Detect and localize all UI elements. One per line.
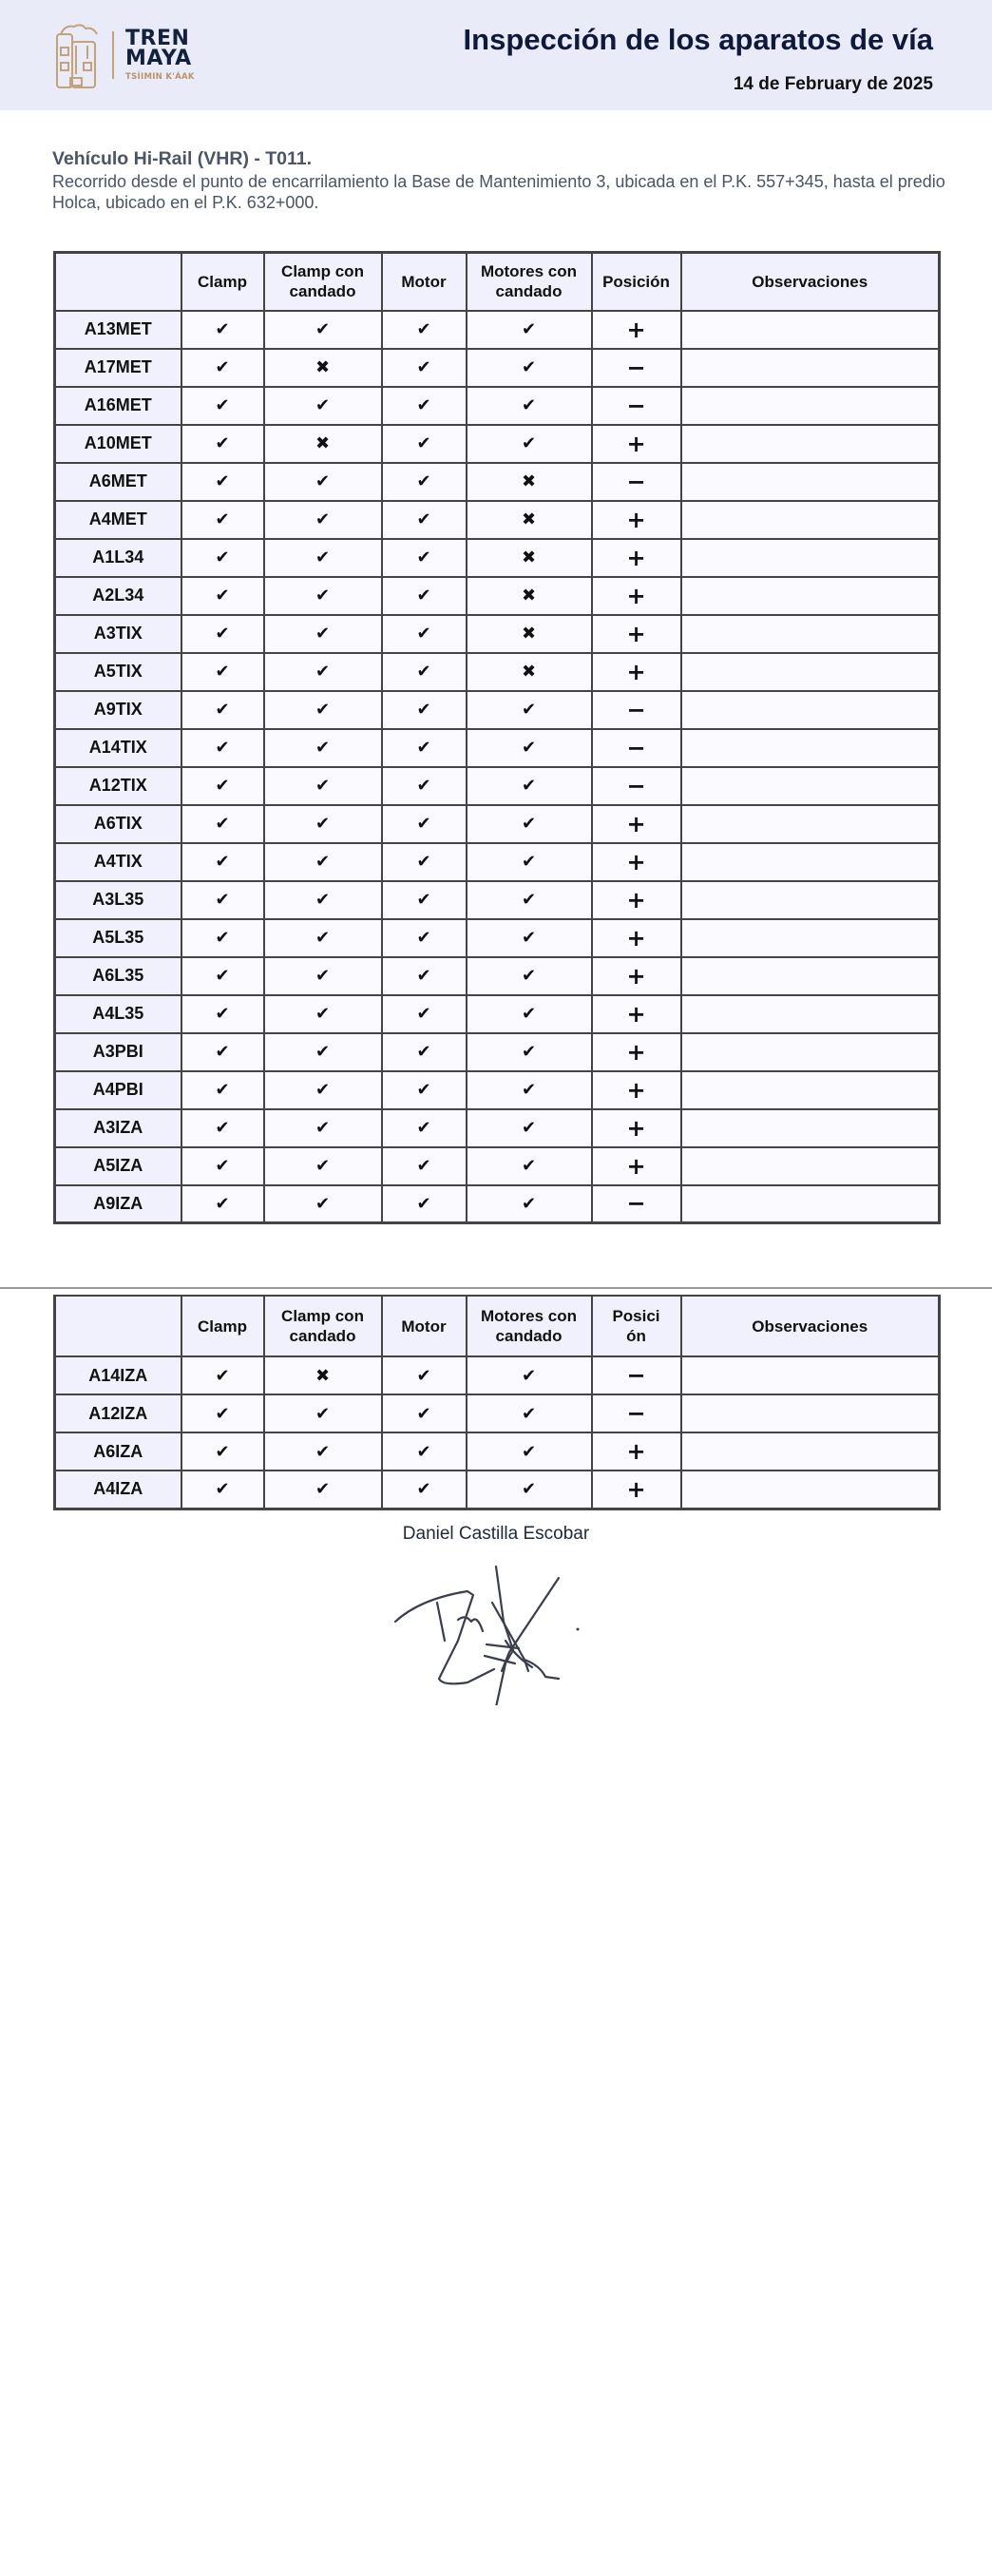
switch-id: A6TIX — [55, 805, 181, 843]
check-icon: ✔ — [264, 881, 382, 919]
switch-id: A3TIX — [55, 615, 181, 653]
check-icon: ✔ — [181, 881, 264, 919]
plus-icon: + — [592, 1109, 681, 1147]
report-date: 14 de February de 2025 — [733, 74, 933, 94]
table-row — [55, 387, 940, 425]
logo-line-1: TREN — [125, 27, 190, 50]
table-row — [55, 1147, 940, 1185]
table-row — [55, 577, 940, 615]
check-icon: ✔ — [382, 311, 467, 349]
table-header-row — [55, 1296, 940, 1356]
plus-icon: + — [592, 1471, 681, 1509]
check-icon: ✔ — [467, 843, 592, 881]
check-icon: ✔ — [467, 1033, 592, 1071]
check-icon: ✔ — [467, 425, 592, 463]
switch-id: A12TIX — [55, 767, 181, 805]
check-icon: ✔ — [467, 1071, 592, 1109]
column-header-id — [55, 253, 181, 311]
table-row — [55, 615, 940, 653]
page-break-divider — [0, 1287, 992, 1289]
check-icon: ✔ — [382, 349, 467, 387]
check-icon: ✔ — [467, 1356, 592, 1394]
check-icon: ✔ — [181, 425, 264, 463]
check-icon: ✔ — [467, 691, 592, 729]
minus-icon: − — [592, 387, 681, 425]
table-row — [55, 843, 940, 881]
check-icon: ✔ — [382, 1356, 467, 1394]
check-icon: ✔ — [264, 919, 382, 957]
check-icon: ✔ — [264, 615, 382, 653]
cross-icon: ✖ — [467, 615, 592, 653]
table-body-2 — [55, 1356, 940, 1509]
check-icon: ✔ — [382, 653, 467, 691]
table-row — [55, 1356, 940, 1394]
switch-id: A2L34 — [55, 577, 181, 615]
inspection-table-1 — [53, 251, 941, 1224]
column-header-observaciones: Observaciones — [681, 253, 940, 311]
check-icon: ✔ — [181, 995, 264, 1033]
check-icon: ✔ — [382, 539, 467, 577]
observaciones-cell — [681, 539, 940, 577]
observaciones-cell — [681, 615, 940, 653]
table-header-row — [55, 253, 940, 311]
table-row — [55, 767, 940, 805]
check-icon: ✔ — [467, 387, 592, 425]
switch-id: A6IZA — [55, 1432, 181, 1471]
switch-id: A4PBI — [55, 1071, 181, 1109]
minus-icon: − — [592, 691, 681, 729]
check-icon: ✔ — [382, 577, 467, 615]
check-icon: ✔ — [467, 805, 592, 843]
switch-id: A4TIX — [55, 843, 181, 881]
check-icon: ✔ — [382, 615, 467, 653]
column-header-clamp-candado: Clamp con candado — [264, 1296, 382, 1356]
observaciones-cell — [681, 691, 940, 729]
route-description: Recorrido desde el punto de encarrilamiento la Base de Mantenimiento 3, ubicada en el P.K. 557+345, hasta el predio Holca, ubicado en el P.K. 632+000. — [52, 172, 945, 212]
check-icon: ✔ — [264, 539, 382, 577]
check-icon: ✔ — [181, 1356, 264, 1394]
column-header-clamp-candado: Clamp con candado — [264, 253, 382, 311]
logo-wordmark — [125, 29, 195, 82]
check-icon: ✔ — [264, 729, 382, 767]
switch-id: A14TIX — [55, 729, 181, 767]
plus-icon: + — [592, 995, 681, 1033]
switch-id: A16MET — [55, 387, 181, 425]
check-icon: ✔ — [467, 311, 592, 349]
check-icon: ✔ — [181, 463, 264, 501]
check-icon: ✔ — [382, 387, 467, 425]
check-icon: ✔ — [467, 919, 592, 957]
table-row — [55, 425, 940, 463]
observaciones-cell — [681, 425, 940, 463]
check-icon: ✔ — [382, 1185, 467, 1223]
check-icon: ✔ — [181, 1109, 264, 1147]
table-row — [55, 463, 940, 501]
column-header-motores-candado: Motores con candado — [467, 1296, 592, 1356]
switch-id: A17MET — [55, 349, 181, 387]
check-icon: ✔ — [264, 691, 382, 729]
observaciones-cell — [681, 729, 940, 767]
observaciones-cell — [681, 881, 940, 919]
check-icon: ✔ — [382, 463, 467, 501]
observaciones-cell — [681, 1109, 940, 1147]
plus-icon: + — [592, 881, 681, 919]
check-icon: ✔ — [382, 501, 467, 539]
logo-divider — [112, 31, 114, 79]
check-icon: ✔ — [181, 691, 264, 729]
check-icon: ✔ — [382, 1147, 467, 1185]
check-icon: ✔ — [181, 957, 264, 995]
check-icon: ✔ — [467, 1109, 592, 1147]
cross-icon: ✖ — [264, 349, 382, 387]
switch-id: A9TIX — [55, 691, 181, 729]
table-row — [55, 881, 940, 919]
check-icon: ✔ — [181, 501, 264, 539]
check-icon: ✔ — [181, 1033, 264, 1071]
switch-id: A6MET — [55, 463, 181, 501]
observaciones-cell — [681, 1394, 940, 1432]
check-icon: ✔ — [467, 995, 592, 1033]
vehicle-name: Vehículo Hi-Rail (VHR) - T011. — [52, 148, 313, 169]
switch-id: A5TIX — [55, 653, 181, 691]
check-icon: ✔ — [382, 691, 467, 729]
switch-id: A14IZA — [55, 1356, 181, 1394]
column-header-clamp: Clamp — [181, 1296, 264, 1356]
switch-id: A10MET — [55, 425, 181, 463]
check-icon: ✔ — [382, 881, 467, 919]
plus-icon: + — [592, 577, 681, 615]
minus-icon: − — [592, 463, 681, 501]
minus-icon: − — [592, 729, 681, 767]
observaciones-cell — [681, 919, 940, 957]
check-icon: ✔ — [467, 349, 592, 387]
switch-id: A12IZA — [55, 1394, 181, 1432]
plus-icon: + — [592, 1033, 681, 1071]
cross-icon: ✖ — [467, 463, 592, 501]
column-header-motor: Motor — [382, 1296, 467, 1356]
check-icon: ✔ — [181, 311, 264, 349]
switch-id: A5IZA — [55, 1147, 181, 1185]
observaciones-cell — [681, 311, 940, 349]
observaciones-cell — [681, 349, 940, 387]
check-icon: ✔ — [467, 767, 592, 805]
check-icon: ✔ — [181, 1071, 264, 1109]
page-title: Inspección de los aparatos de vía — [463, 23, 933, 56]
check-icon: ✔ — [181, 539, 264, 577]
observaciones-cell — [681, 843, 940, 881]
check-icon: ✔ — [382, 1432, 467, 1471]
check-icon: ✔ — [181, 729, 264, 767]
check-icon: ✔ — [382, 1109, 467, 1147]
check-icon: ✔ — [467, 1394, 592, 1432]
column-header-observaciones: Observaciones — [681, 1296, 940, 1356]
switch-id: A3IZA — [55, 1109, 181, 1147]
check-icon: ✔ — [181, 1394, 264, 1432]
check-icon: ✔ — [264, 1185, 382, 1223]
check-icon: ✔ — [264, 1071, 382, 1109]
table-row — [55, 1471, 940, 1509]
observaciones-cell — [681, 957, 940, 995]
minus-icon: − — [592, 1185, 681, 1223]
check-icon: ✔ — [264, 1394, 382, 1432]
check-icon: ✔ — [467, 1185, 592, 1223]
table-row — [55, 539, 940, 577]
check-icon: ✔ — [181, 615, 264, 653]
table-row — [55, 311, 940, 349]
table-row — [55, 1394, 940, 1432]
cross-icon: ✖ — [467, 653, 592, 691]
table-row — [55, 1109, 940, 1147]
check-icon: ✔ — [382, 805, 467, 843]
check-icon: ✔ — [264, 577, 382, 615]
inspection-table-2 — [53, 1295, 941, 1510]
observaciones-cell — [681, 805, 940, 843]
check-icon: ✔ — [264, 805, 382, 843]
check-icon: ✔ — [382, 957, 467, 995]
check-icon: ✔ — [181, 919, 264, 957]
plus-icon: + — [592, 539, 681, 577]
check-icon: ✔ — [264, 311, 382, 349]
table-row — [55, 501, 940, 539]
check-icon: ✔ — [382, 1471, 467, 1509]
check-icon: ✔ — [382, 995, 467, 1033]
plus-icon: + — [592, 919, 681, 957]
plus-icon: + — [592, 1147, 681, 1185]
minus-icon: − — [592, 1394, 681, 1432]
check-icon: ✔ — [382, 1033, 467, 1071]
minus-icon: − — [592, 767, 681, 805]
cross-icon: ✖ — [467, 539, 592, 577]
switch-id: A4IZA — [55, 1471, 181, 1509]
check-icon: ✔ — [264, 463, 382, 501]
table-row — [55, 957, 940, 995]
observaciones-cell — [681, 1471, 940, 1509]
check-icon: ✔ — [264, 1147, 382, 1185]
observaciones-cell — [681, 501, 940, 539]
cross-icon: ✖ — [264, 1356, 382, 1394]
observaciones-cell — [681, 1071, 940, 1109]
check-icon: ✔ — [264, 1033, 382, 1071]
check-icon: ✔ — [382, 729, 467, 767]
check-icon: ✔ — [181, 1471, 264, 1509]
observaciones-cell — [681, 995, 940, 1033]
check-icon: ✔ — [382, 1071, 467, 1109]
check-icon: ✔ — [181, 805, 264, 843]
switch-id: A9IZA — [55, 1185, 181, 1223]
check-icon: ✔ — [181, 767, 264, 805]
column-header-motor: Motor — [382, 253, 467, 311]
plus-icon: + — [592, 501, 681, 539]
observaciones-cell — [681, 1432, 940, 1471]
plus-icon: + — [592, 311, 681, 349]
check-icon: ✔ — [264, 1471, 382, 1509]
column-header-clamp: Clamp — [181, 253, 264, 311]
observaciones-cell — [681, 1147, 940, 1185]
check-icon: ✔ — [264, 501, 382, 539]
observaciones-cell — [681, 1033, 940, 1071]
check-icon: ✔ — [467, 1432, 592, 1471]
switch-id: A6L35 — [55, 957, 181, 995]
table-row — [55, 1071, 940, 1109]
column-header-id — [55, 1296, 181, 1356]
check-icon: ✔ — [181, 1147, 264, 1185]
check-icon: ✔ — [264, 995, 382, 1033]
observaciones-cell — [681, 577, 940, 615]
check-icon: ✔ — [264, 653, 382, 691]
cross-icon: ✖ — [467, 577, 592, 615]
signer-name: Daniel Castilla Escobar — [402, 1524, 590, 1544]
check-icon: ✔ — [382, 425, 467, 463]
table-row — [55, 919, 940, 957]
check-icon: ✔ — [467, 1471, 592, 1509]
table-row — [55, 729, 940, 767]
switch-id: A3PBI — [55, 1033, 181, 1071]
table-row — [55, 1185, 940, 1223]
plus-icon: + — [592, 805, 681, 843]
cross-icon: ✖ — [264, 425, 382, 463]
check-icon: ✔ — [264, 767, 382, 805]
signature-image — [391, 1565, 591, 1705]
minus-icon: − — [592, 349, 681, 387]
switch-id: A4MET — [55, 501, 181, 539]
check-icon: ✔ — [467, 881, 592, 919]
logo-subtitle: TSÍIMIN K'ÁAK — [125, 72, 195, 82]
table-body-1 — [55, 311, 940, 1223]
observaciones-cell — [681, 653, 940, 691]
column-header-posicion: Posición — [592, 1296, 681, 1356]
check-icon: ✔ — [181, 1185, 264, 1223]
plus-icon: + — [592, 1071, 681, 1109]
observaciones-cell — [681, 1185, 940, 1223]
cross-icon: ✖ — [467, 501, 592, 539]
column-header-motores-candado: Motores con candado — [467, 253, 592, 311]
logo-line-2: MAYA — [125, 47, 192, 70]
check-icon: ✔ — [467, 957, 592, 995]
check-icon: ✔ — [264, 387, 382, 425]
table-row — [55, 1033, 940, 1071]
plus-icon: + — [592, 615, 681, 653]
plus-icon: + — [592, 425, 681, 463]
tren-maya-emblem-icon — [55, 21, 99, 89]
observaciones-cell — [681, 767, 940, 805]
table-row — [55, 691, 940, 729]
plus-icon: + — [592, 957, 681, 995]
plus-icon: + — [592, 843, 681, 881]
switch-id: A1L34 — [55, 539, 181, 577]
check-icon: ✔ — [264, 957, 382, 995]
check-icon: ✔ — [382, 919, 467, 957]
check-icon: ✔ — [181, 349, 264, 387]
column-header-posicion: Posición — [592, 253, 681, 311]
check-icon: ✔ — [382, 767, 467, 805]
switch-id: A3L35 — [55, 881, 181, 919]
switch-id: A13MET — [55, 311, 181, 349]
minus-icon: − — [592, 1356, 681, 1394]
check-icon: ✔ — [264, 1432, 382, 1471]
document-header — [0, 0, 992, 110]
table-row — [55, 349, 940, 387]
table-row — [55, 1432, 940, 1471]
check-icon: ✔ — [181, 843, 264, 881]
check-icon: ✔ — [181, 387, 264, 425]
switch-id: A5L35 — [55, 919, 181, 957]
observaciones-cell — [681, 1356, 940, 1394]
table-row — [55, 995, 940, 1033]
check-icon: ✔ — [467, 729, 592, 767]
check-icon: ✔ — [382, 1394, 467, 1432]
check-icon: ✔ — [181, 1432, 264, 1471]
check-icon: ✔ — [467, 1147, 592, 1185]
plus-icon: + — [592, 1432, 681, 1471]
observaciones-cell — [681, 387, 940, 425]
table-row — [55, 805, 940, 843]
table-row — [55, 653, 940, 691]
check-icon: ✔ — [264, 843, 382, 881]
check-icon: ✔ — [181, 653, 264, 691]
plus-icon: + — [592, 653, 681, 691]
tren-maya-logo — [55, 21, 195, 89]
check-icon: ✔ — [264, 1109, 382, 1147]
check-icon: ✔ — [181, 577, 264, 615]
check-icon: ✔ — [382, 843, 467, 881]
switch-id: A4L35 — [55, 995, 181, 1033]
observaciones-cell — [681, 463, 940, 501]
